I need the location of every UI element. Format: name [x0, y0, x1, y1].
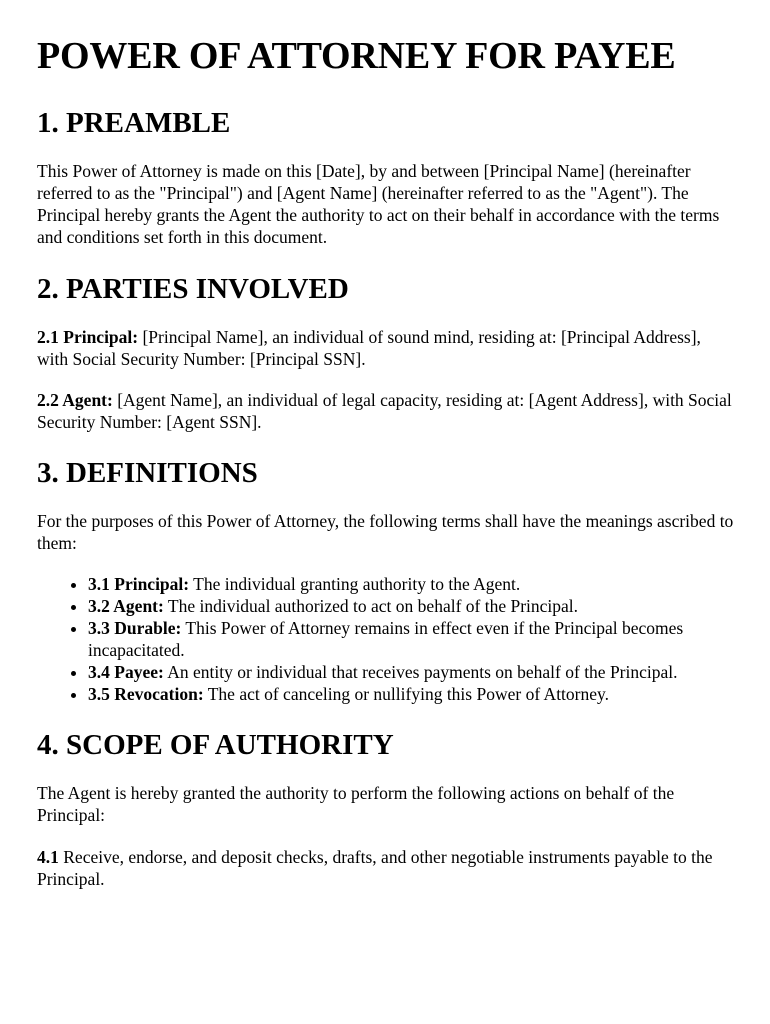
definition-item-principal: [88, 573, 734, 595]
document-title: POWER OF ATTORNEY FOR PAYEE: [37, 35, 676, 77]
section-heading-parties: 2. PARTIES INVOLVED: [37, 273, 349, 305]
definition-text: This Power of Attorney remains in effect even if the Principal becomes incapacitated.: [88, 618, 684, 660]
definition-label: 3.4 Payee:: [88, 662, 164, 682]
definition-item-payee: [88, 661, 734, 683]
definition-text: The act of canceling or nullifying this Power of Attorney.: [203, 684, 610, 704]
definition-text: The individual authorized to act on behalf of the Principal.: [163, 596, 579, 616]
party-agent-label: 2.2 Agent:: [37, 390, 113, 410]
definition-label: 3.5 Revocation:: [88, 684, 204, 704]
section-heading-preamble: 1. PREAMBLE: [37, 107, 231, 139]
definition-text: The individual granting authority to the Agent.: [189, 574, 521, 594]
scope-item-label: 4.1: [37, 847, 59, 867]
definition-label: 3.1 Principal:: [88, 574, 190, 594]
section-heading-scope: 4. SCOPE OF AUTHORITY: [37, 729, 394, 761]
party-principal-text: [Principal Name], an individual of sound mind, residing at: [Principal Address], with Social Security Number: [Principal SSN].: [37, 327, 701, 369]
definitions-intro-paragraph: For the purposes of this Power of Attorney, the following terms shall have the meanings ascribed to them:: [37, 511, 734, 553]
definition-text: An entity or individual that receives payments on behalf of the Principal.: [163, 662, 678, 682]
scope-intro-paragraph: The Agent is hereby granted the authority to perform the following actions on behalf of the Principal:: [37, 783, 675, 825]
party-principal-paragraph: [37, 326, 734, 370]
preamble-paragraph: This Power of Attorney is made on this [Date], by and between [Principal Name] (hereinafter referred to as the "Principal") and [Agent Name] (hereinafter referred to as the "Agent"). The Principal hereby grants the Agent the authority to act on their behalf in accordance with the terms and conditions set forth in this document.: [37, 161, 720, 247]
party-agent-text: [Agent Name], an individual of legal capacity, residing at: [Agent Address], with Social Security Number: [Agent SSN].: [37, 390, 732, 432]
party-principal-label: 2.1 Principal:: [37, 327, 139, 347]
definition-label: 3.2 Agent:: [88, 596, 164, 616]
definition-item-durable: [88, 617, 734, 661]
definition-label: 3.3 Durable:: [88, 618, 182, 638]
definition-item-agent: [88, 595, 734, 617]
definition-item-revocation: [88, 683, 734, 705]
scope-item-paragraph: [37, 846, 734, 890]
scope-item-text: Receive, endorse, and deposit checks, drafts, and other negotiable instruments payable to the Principal.: [37, 847, 713, 889]
party-agent-paragraph: [37, 389, 734, 433]
section-heading-definitions: 3. DEFINITIONS: [37, 457, 258, 489]
definitions-list: [37, 573, 734, 705]
